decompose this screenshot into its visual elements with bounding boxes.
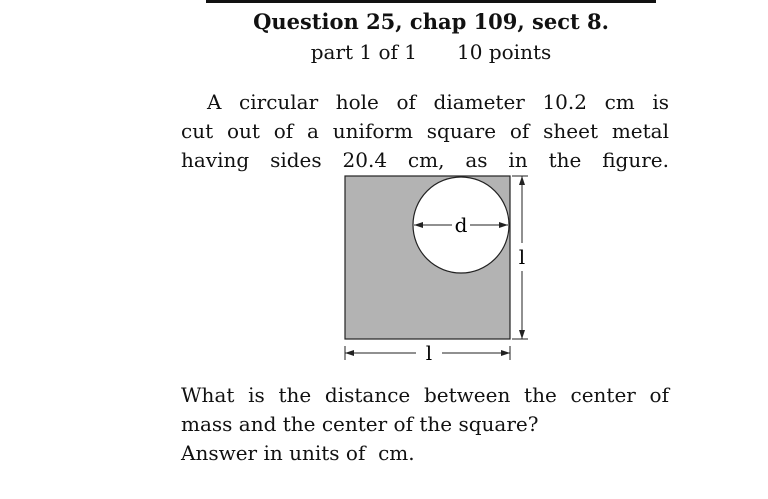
problem-line-1: A circular hole of diameter 10.2 cm is xyxy=(207,90,669,114)
question-subtitle xyxy=(206,38,656,66)
question-prompt xyxy=(181,381,669,468)
right-arrowhead-bottom xyxy=(519,330,525,339)
points-label: 10 points xyxy=(457,40,552,64)
bottom-arrowhead-left xyxy=(345,350,354,356)
problem-line-3: having sides 20.4 cm, as in the figure. xyxy=(181,148,669,172)
figure xyxy=(330,170,540,370)
diameter-label: d xyxy=(454,213,468,237)
right-side-label: l xyxy=(518,245,526,269)
question-line-2: mass and the center of the square? xyxy=(181,412,539,436)
right-arrowhead-top xyxy=(519,176,525,185)
question-title: Question 25, chap 109, sect 8. xyxy=(253,9,609,34)
question-line-1: What is the distance between the center of xyxy=(181,383,669,407)
answer-units-line: Answer in units of cm. xyxy=(181,441,415,465)
part-label: part 1 of 1 xyxy=(310,40,418,64)
problem-line-2: cut out of a uniform square of sheet metal xyxy=(181,119,669,143)
problem-statement xyxy=(181,88,669,175)
bottom-side-label: l xyxy=(425,341,433,365)
top-rule xyxy=(206,0,656,3)
bottom-arrowhead-right xyxy=(501,350,510,356)
